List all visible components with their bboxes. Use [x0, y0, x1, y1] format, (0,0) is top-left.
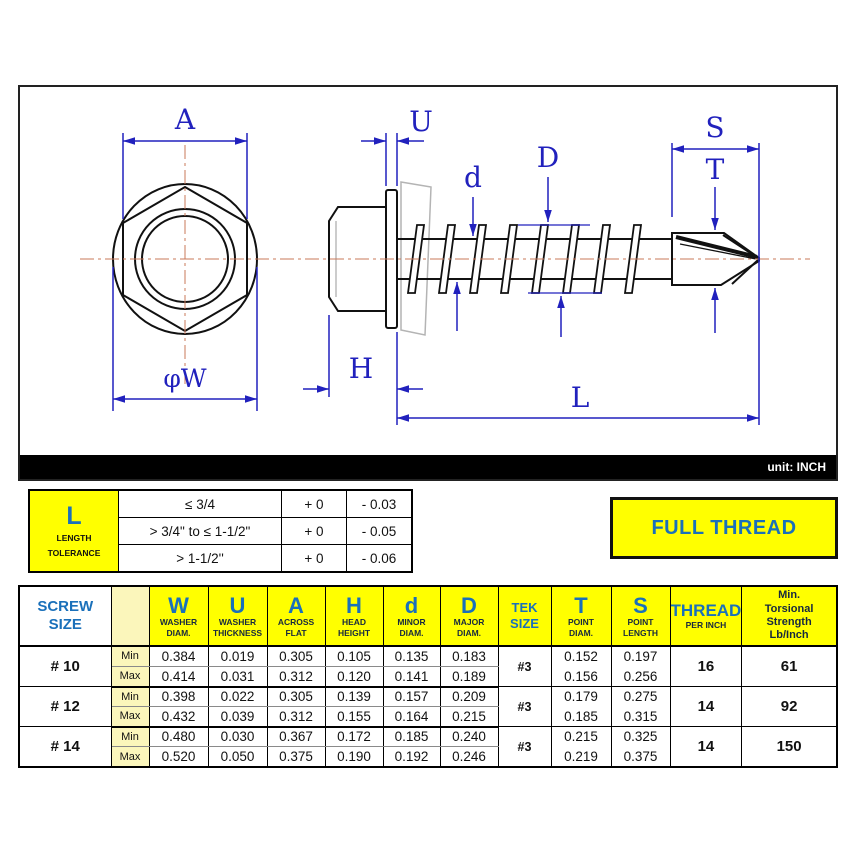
header-screw-size [19, 586, 111, 646]
value-cell: 0.398 [149, 687, 208, 707]
value-cell: 0.139 [325, 687, 383, 707]
min-label-cell: Min [111, 687, 149, 707]
dim-label-l: L [570, 381, 590, 414]
header-thread-per-inch: THREAD PER INCH [670, 586, 742, 646]
torsional-strength-cell: 61 [742, 646, 837, 687]
max-label-cell: Max [111, 666, 149, 686]
value-cell: 0.105 [325, 646, 383, 666]
value-cell: 0.520 [149, 747, 208, 767]
header-minmax-spacer [111, 586, 149, 646]
header-a: A ACROSS FLAT [267, 586, 325, 646]
point-length-cell: 0.325 0.375 [611, 727, 670, 768]
tolerance-range-cell: ≤ 3/4 [119, 490, 282, 518]
size-cell: # 14 [19, 727, 111, 768]
tolerance-range-cell: > 1-1/2'' [119, 545, 282, 573]
value-cell: 0.172 [325, 727, 383, 747]
min-label-cell: Min [111, 646, 149, 666]
tolerance-plus-cell: + 0 [282, 545, 347, 573]
thread-per-inch-cell: 16 [670, 646, 742, 687]
value-cell: 0.375 [267, 747, 325, 767]
header-d-major: D MAJOR DIAM. [440, 586, 498, 646]
value-cell: 0.305 [267, 687, 325, 707]
value-cell: 0.135 [383, 646, 440, 666]
point-diam-cell: 0.215 0.219 [551, 727, 611, 768]
value-cell: 0.312 [267, 707, 325, 727]
tek-size-cell: #3 [498, 727, 551, 768]
value-cell: 0.190 [325, 747, 383, 767]
dim-label-phi-w: φW [163, 364, 207, 393]
tek-size-cell: #3 [498, 646, 551, 687]
value-cell: 0.030 [208, 727, 267, 747]
value-cell: 0.185 [383, 727, 440, 747]
value-cell: 0.039 [208, 707, 267, 727]
value-cell: 0.157 [383, 687, 440, 707]
header-u: U WASHER THICKNESS [208, 586, 267, 646]
dim-label-a: A [174, 103, 196, 136]
dim-label-s: S [705, 111, 725, 144]
value-cell: 0.141 [383, 666, 440, 686]
value-cell: 0.414 [149, 666, 208, 686]
value-cell: 0.192 [383, 747, 440, 767]
full-thread-badge: FULL THREAD [610, 497, 838, 559]
tek-size-cell: #3 [498, 687, 551, 727]
value-cell: 0.164 [383, 707, 440, 727]
size-cell: # 10 [19, 646, 111, 687]
point-diam-cell: 0.179 0.185 [551, 687, 611, 727]
dimension-annotations [113, 103, 759, 425]
thread-per-inch-cell: 14 [670, 687, 742, 727]
value-cell: 0.120 [325, 666, 383, 686]
size-cell: # 12 [19, 687, 111, 727]
header-d-minor: d MINOR DIAM. [383, 586, 440, 646]
max-label-cell: Max [111, 747, 149, 767]
torsional-strength-cell: 92 [742, 687, 837, 727]
dim-label-d-major: D [536, 141, 560, 174]
point-diam-cell: 0.152 0.156 [551, 646, 611, 687]
screw-spec-table [18, 585, 838, 768]
value-cell: 0.209 [440, 687, 498, 707]
value-cell: 0.031 [208, 666, 267, 686]
torsional-strength-cell: 150 [742, 727, 837, 768]
technical-drawing-box [18, 85, 838, 481]
spec-row-10-min [19, 646, 837, 666]
spec-row-14-min [19, 727, 837, 747]
value-cell: 0.240 [440, 727, 498, 747]
header-screw-line1: SCREW [37, 598, 94, 615]
value-cell: 0.189 [440, 666, 498, 686]
value-cell: 0.183 [440, 646, 498, 666]
value-cell: 0.305 [267, 646, 325, 666]
unit-label: unit: INCH [20, 455, 836, 479]
value-cell: 0.246 [440, 747, 498, 767]
value-cell: 0.312 [267, 666, 325, 686]
tolerance-row [18, 489, 838, 573]
value-cell: 0.384 [149, 646, 208, 666]
header-torsional-strength: Min. Torsional Strength Lb/Inch [742, 586, 837, 646]
tolerance-plus-cell: + 0 [282, 490, 347, 518]
header-t: T POINT DIAM. [551, 586, 611, 646]
header-tek-size: TEK SIZE [498, 586, 551, 646]
max-label-cell: Max [111, 707, 149, 727]
value-cell: 0.019 [208, 646, 267, 666]
spec-row-12-min [19, 687, 837, 707]
tolerance-range-cell: > 3/4" to ≤ 1-1/2" [119, 518, 282, 545]
header-screw-line2: SIZE [48, 616, 82, 633]
tolerance-plus-cell: + 0 [282, 518, 347, 545]
header-s: S POINT LENGTH [611, 586, 670, 646]
spec-header-row [19, 586, 837, 646]
value-cell: 0.022 [208, 687, 267, 707]
dim-label-u: U [409, 105, 433, 138]
header-w: W WASHER DIAM. [149, 586, 208, 646]
tolerance-minus-cell: - 0.06 [347, 545, 413, 573]
header-h: H HEAD HEIGHT [325, 586, 383, 646]
value-cell: 0.155 [325, 707, 383, 727]
value-cell: 0.432 [149, 707, 208, 727]
spec-sheet-page [18, 85, 838, 768]
tolerance-symbol: L [66, 501, 82, 530]
tolerance-minus-cell: - 0.03 [347, 490, 413, 518]
screw-technical-drawing [20, 87, 834, 455]
tolerance-sub-line2: TOLERANCE [47, 547, 101, 558]
length-tolerance-table [28, 489, 413, 573]
dim-label-h: H [348, 352, 374, 385]
tolerance-corner-cell [29, 490, 119, 572]
min-label-cell: Min [111, 727, 149, 747]
dim-label-t: T [705, 153, 725, 186]
dim-label-d-minor: d [464, 161, 482, 194]
thread-per-inch-cell: 14 [670, 727, 742, 768]
value-cell: 0.480 [149, 727, 208, 747]
value-cell: 0.215 [440, 707, 498, 727]
tolerance-minus-cell: - 0.05 [347, 518, 413, 545]
value-cell: 0.367 [267, 727, 325, 747]
point-length-cell: 0.275 0.315 [611, 687, 670, 727]
tolerance-sub-line1: LENGTH [56, 532, 92, 543]
value-cell: 0.050 [208, 747, 267, 767]
point-length-cell: 0.197 0.256 [611, 646, 670, 687]
